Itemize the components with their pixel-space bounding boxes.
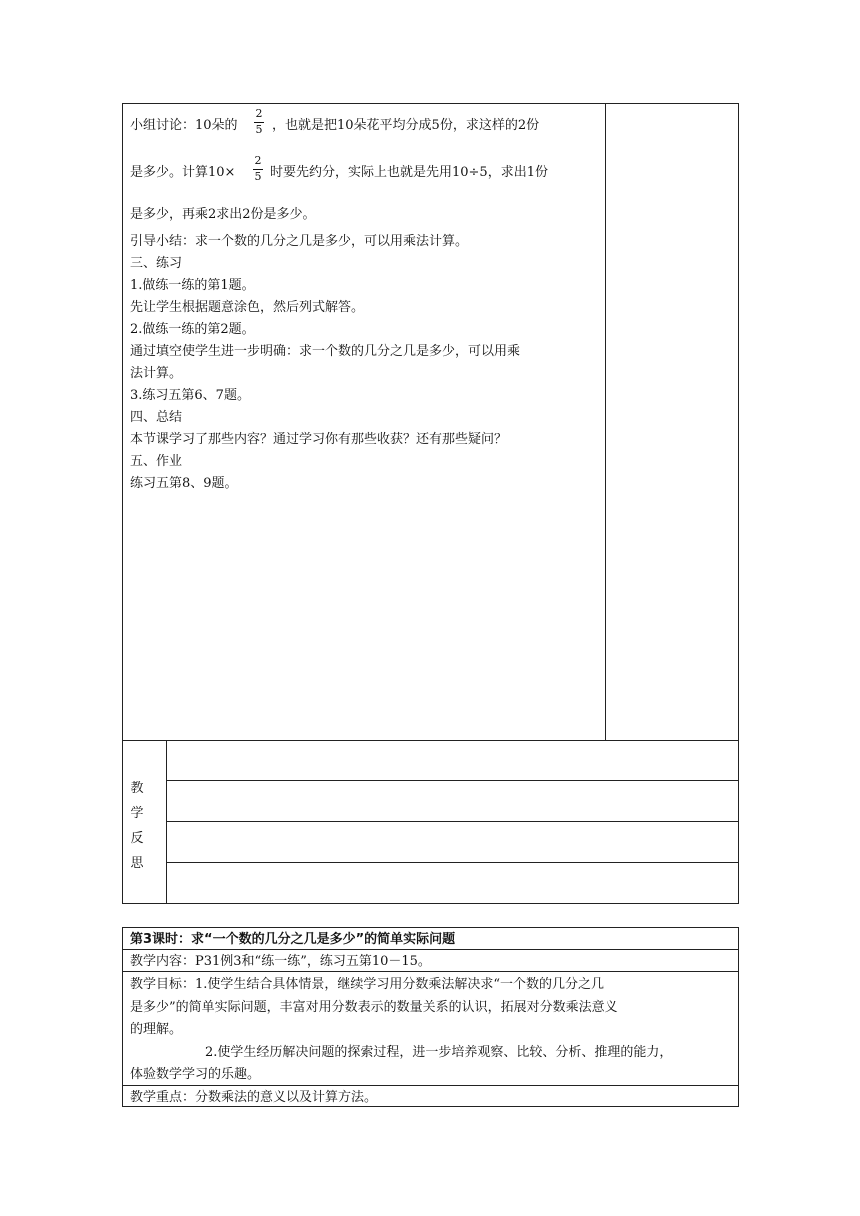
lesson3-content: 教学内容：P31例3和“练一练”，练习五第10－15。 — [130, 954, 431, 969]
lesson3-row-border-1 — [122, 949, 739, 950]
discussion-line-1-prefix: 小组讨论：10朵的 — [130, 118, 238, 133]
lesson3-title: 第3课时：求“一个数的几分之几是多少”的简单实际问题 — [130, 932, 456, 947]
fraction-denominator: 5 — [254, 170, 262, 183]
reflection-line-2 — [166, 821, 739, 822]
reflection-label-char: 反 — [130, 831, 144, 846]
lesson3-row-border-3 — [122, 1085, 739, 1086]
reflection-label-char: 思 — [130, 856, 144, 871]
right-column-divider — [605, 103, 606, 741]
lesson-process-table — [122, 103, 739, 904]
section-summary-heading: 四、总结 — [130, 410, 183, 425]
lesson3-row-border-2 — [122, 971, 739, 972]
practice-item-3: 3.练习五第6、7题。 — [130, 388, 250, 403]
lesson3-goals-line-2: 是多少”的简单实际问题，丰富对用分数表示的数量关系的认识，拓展对分数乘法意义 — [130, 1000, 618, 1015]
section-homework-heading: 五、作业 — [130, 454, 183, 469]
summary-questions: 本节课学习了那些内容？通过学习你有那些收获？还有那些疑问？ — [130, 432, 508, 447]
lesson3-goals-line-4: 2.使学生经历解决问题的探索过程，进一步培养观察、比较、分析、推理的能力， — [205, 1045, 673, 1060]
reflection-line-1 — [166, 780, 739, 781]
reflection-label — [127, 776, 147, 876]
practice-item-2-detail: 通过填空使学生进一步明确：求一个数的几分之几是多少，可以用乘 — [130, 344, 521, 359]
practice-item-1: 1.做练一练的第1题。 — [130, 278, 255, 293]
discussion-line-2-prefix: 是多少。计算10× — [130, 165, 236, 180]
discussion-line-2-suffix: 时要先约分，实际上也就是先用10÷5，求出1份 — [270, 165, 548, 180]
practice-item-2-detail-cont: 法计算。 — [130, 366, 183, 381]
discussion-line-3: 是多少，再乘2求出2份是多少。 — [130, 207, 316, 222]
reflection-row-top-border — [122, 740, 739, 741]
reflection-line-3 — [166, 862, 739, 863]
practice-item-1-detail: 先让学生根据题意涂色，然后列式解答。 — [130, 300, 365, 315]
lesson3-goals-line-5: 体验数学学习的乐趣。 — [130, 1067, 261, 1082]
reflection-label-divider — [166, 740, 167, 904]
summary-guide: 引导小结：求一个数的几分之几是多少，可以用乘法计算。 — [130, 234, 469, 249]
discussion-line-1-suffix: ，也就是把10朵花平均分成5份，求这样的2份 — [272, 118, 540, 133]
reflection-label-char: 学 — [130, 806, 144, 821]
fraction-numerator: 2 — [254, 154, 262, 167]
homework-item: 练习五第8、9题。 — [130, 476, 238, 491]
practice-item-2: 2.做练一练的第2题。 — [130, 322, 255, 337]
reflection-label-char: 教 — [130, 781, 144, 796]
fraction-two-fifths-1 — [254, 108, 264, 137]
lesson3-key-points: 教学重点：分数乘法的意义以及计算方法。 — [130, 1090, 378, 1105]
fraction-numerator: 2 — [255, 107, 263, 120]
lesson3-goals-line-1: 教学目标：1.使学生结合具体情景，继续学习用分数乘法解决求“一个数的几分之几 — [130, 977, 605, 992]
fraction-denominator: 5 — [255, 123, 263, 136]
section-practice-heading: 三、练习 — [130, 256, 183, 271]
lesson3-goals-line-3: 的理解。 — [130, 1022, 183, 1037]
fraction-two-fifths-2 — [253, 155, 263, 184]
